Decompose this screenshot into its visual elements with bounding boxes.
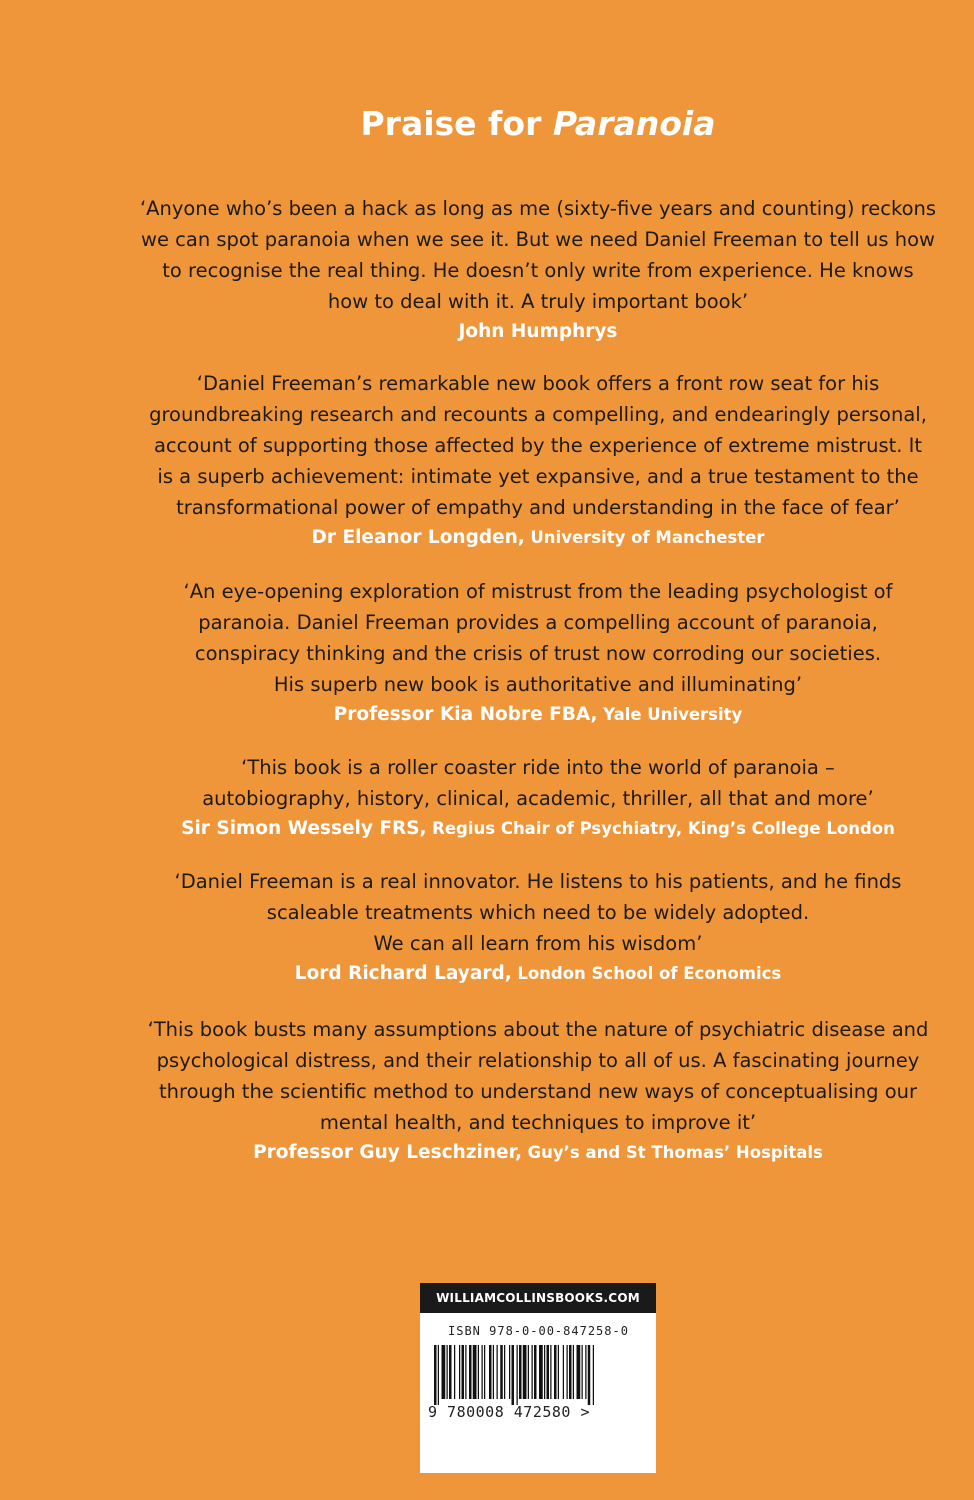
barcode-bar bbox=[582, 1345, 583, 1399]
barcode-icon bbox=[434, 1345, 642, 1405]
quote-line: paranoia. Daniel Freeman provides a compelling account of paranoia, bbox=[198, 611, 878, 634]
quote-text bbox=[120, 368, 956, 523]
barcode-bar bbox=[484, 1345, 485, 1399]
endorser-affiliation: Yale University bbox=[603, 705, 743, 724]
barcode-bar bbox=[489, 1345, 492, 1399]
quote-2 bbox=[120, 368, 956, 550]
quote-attribution bbox=[120, 703, 956, 727]
barcode-bar bbox=[539, 1345, 543, 1399]
barcode-bar bbox=[504, 1345, 505, 1399]
quote-attribution bbox=[120, 817, 956, 841]
endorser-affiliation: Guy’s and St Thomas’ Hospitals bbox=[527, 1143, 823, 1162]
quote-3 bbox=[120, 576, 956, 727]
endorser-name: John Humphrys bbox=[458, 321, 618, 342]
quote-line: ‘This book is a roller coaster ride into the world of paranoia – bbox=[241, 756, 835, 779]
barcode-bar bbox=[544, 1345, 545, 1399]
barcode-bar bbox=[523, 1345, 527, 1399]
quote-text bbox=[120, 866, 956, 959]
barcode-bar bbox=[550, 1345, 551, 1399]
quote-text bbox=[120, 1014, 956, 1138]
quote-line: through the scientific method to understand new ways of conceptualising our bbox=[158, 1080, 918, 1103]
barcode-bar bbox=[447, 1345, 448, 1399]
quote-line: is a superb achievement: intimate yet expansive, and a true testament to the bbox=[157, 465, 919, 488]
quote-line: ‘Anyone who’s been a hack as long as me (sixty-five years and counting) reckons bbox=[139, 197, 937, 220]
quote-text bbox=[120, 193, 956, 317]
barcode-bar bbox=[500, 1345, 503, 1399]
barcode-bar bbox=[519, 1345, 522, 1399]
quote-attribution bbox=[120, 526, 956, 550]
quote-1 bbox=[120, 193, 956, 344]
barcode-bar bbox=[547, 1345, 550, 1399]
barcode-bar bbox=[473, 1345, 477, 1399]
barcode-bar bbox=[569, 1345, 572, 1399]
quote-line: We can all learn from his wisdom’ bbox=[373, 932, 703, 955]
quote-text bbox=[120, 576, 956, 700]
barcode-digits: 9 780008 472580 > bbox=[428, 1403, 591, 1421]
barcode-bar bbox=[454, 1345, 455, 1399]
barcode-bar bbox=[438, 1345, 439, 1405]
barcode-bar bbox=[554, 1345, 557, 1399]
barcode-bar bbox=[509, 1345, 510, 1399]
quote-line: conspiracy thinking and the crisis of trust now corroding our societies. bbox=[194, 642, 882, 665]
endorser-name: Dr Eleanor Longden, bbox=[311, 527, 525, 548]
barcode-bar bbox=[434, 1345, 437, 1405]
endorser-affiliation: University of Manchester bbox=[530, 528, 765, 547]
praise-heading bbox=[0, 104, 974, 143]
barcode-bar bbox=[497, 1345, 498, 1399]
barcode-bar bbox=[512, 1345, 515, 1405]
endorser-name: Professor Kia Nobre FBA, bbox=[333, 704, 598, 725]
quote-line: account of supporting those affected by the experience of extreme mistrust. It bbox=[153, 434, 923, 457]
barcode-bar bbox=[577, 1345, 581, 1399]
quote-line: ‘Daniel Freeman’s remarkable new book offers a front row seat for his bbox=[196, 372, 880, 395]
quote-text bbox=[120, 752, 956, 814]
barcode-bar bbox=[442, 1345, 446, 1399]
barcode-bar bbox=[469, 1345, 472, 1399]
barcode-bar bbox=[585, 1345, 586, 1399]
barcode-bar bbox=[588, 1345, 591, 1405]
endorser-name: Professor Guy Leschziner, bbox=[253, 1142, 523, 1163]
quote-line: to recognise the real thing. He doesn’t only write from experience. He knows bbox=[162, 259, 914, 282]
endorser-name: Sir Simon Wessely FRS, bbox=[181, 818, 427, 839]
barcode-bar bbox=[478, 1345, 479, 1399]
quote-4 bbox=[120, 752, 956, 841]
barcode-bar bbox=[558, 1345, 559, 1399]
quote-5 bbox=[120, 866, 956, 986]
barcode-bar bbox=[563, 1345, 564, 1399]
quote-line: ‘Daniel Freeman is a real innovator. He listens to his patients, and he finds bbox=[174, 870, 902, 893]
barcode-bar bbox=[517, 1345, 518, 1405]
quote-line: His superb new book is authoritative and illuminating’ bbox=[273, 673, 803, 696]
endorser-affiliation: London School of Economics bbox=[517, 964, 782, 983]
barcode-bar bbox=[532, 1345, 533, 1399]
quote-line: ‘An eye-opening exploration of mistrust from the leading psychologist of bbox=[183, 580, 893, 603]
barcode-bar bbox=[493, 1345, 494, 1399]
barcode-bar bbox=[465, 1345, 466, 1399]
barcode-bar bbox=[593, 1345, 594, 1405]
quote-line: scaleable treatments which need to be widely adopted. bbox=[266, 901, 810, 924]
praise-heading-prefix: Praise for bbox=[360, 104, 553, 143]
barcode-bar bbox=[462, 1345, 465, 1399]
quote-attribution bbox=[120, 320, 956, 344]
quote-line: ‘This book busts many assumptions about the nature of psychiatric disease and bbox=[147, 1018, 929, 1041]
quote-line: psychological distress, and their relationship to all of us. A fascinating journey bbox=[156, 1049, 920, 1072]
barcode-bar bbox=[459, 1345, 460, 1399]
endorser-affiliation: Regius Chair of Psychiatry, King’s College London bbox=[432, 819, 895, 838]
barcode-bar bbox=[528, 1345, 529, 1399]
publisher-website: WILLIAMCOLLINSBOOKS.COM bbox=[420, 1283, 656, 1313]
barcode-panel bbox=[420, 1313, 656, 1473]
barcode-bar bbox=[449, 1345, 452, 1399]
quote-attribution bbox=[120, 1141, 956, 1165]
barcode-bar bbox=[534, 1345, 537, 1399]
quote-line: we can spot paranoia when we see it. But we need Daniel Freeman to tell us how bbox=[141, 228, 935, 251]
barcode-bar bbox=[482, 1345, 483, 1399]
quote-attribution bbox=[120, 962, 956, 986]
quote-6 bbox=[120, 1014, 956, 1165]
endorser-name: Lord Richard Layard, bbox=[294, 963, 512, 984]
barcode-bar bbox=[573, 1345, 574, 1399]
isbn-label: ISBN 978-0-00-847258-0 bbox=[448, 1324, 629, 1338]
quote-line: groundbreaking research and recounts a compelling, and endearingly personal, bbox=[149, 403, 927, 426]
barcode-bar bbox=[567, 1345, 568, 1399]
quote-line: how to deal with it. A truly important book’ bbox=[327, 290, 749, 313]
quote-line: mental health, and techniques to improve it’ bbox=[319, 1111, 757, 1134]
quote-line: autobiography, history, clinical, academic, thriller, all that and more’ bbox=[202, 787, 874, 810]
book-title: Paranoia bbox=[552, 104, 716, 143]
quote-line: transformational power of empathy and understanding in the face of fear’ bbox=[176, 496, 900, 519]
